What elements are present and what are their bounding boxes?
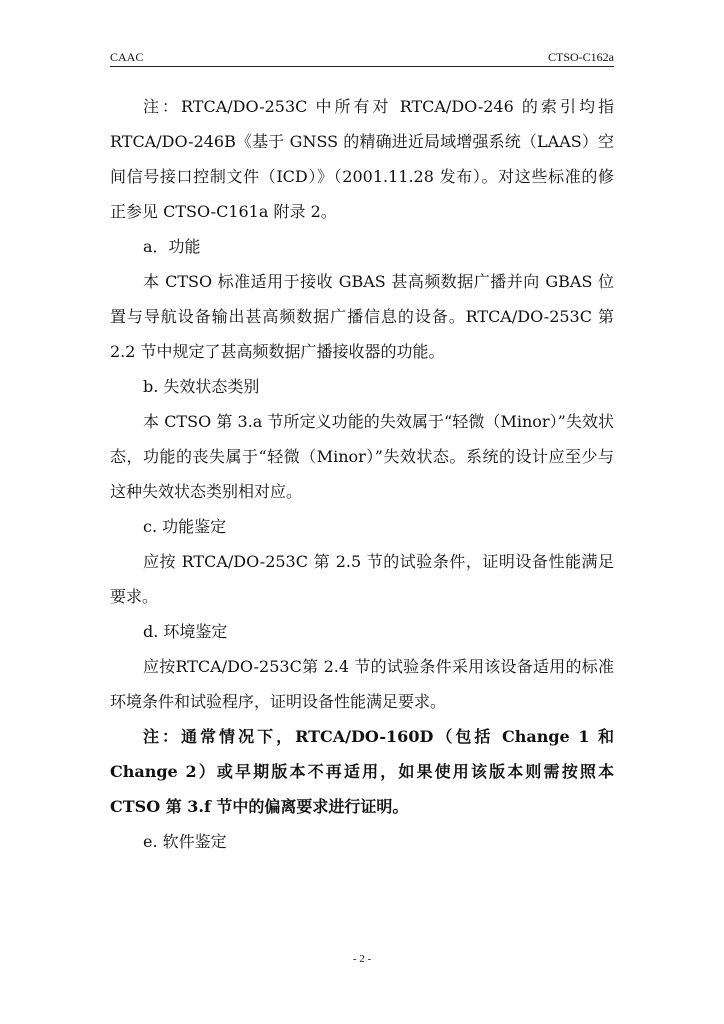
section-label-environment: d. 环境鉴定 xyxy=(143,622,228,641)
environment-paragraph: 应按RTCA/DO-253C第 2.4 节的试验条件采用该设备适用的标准环境条件和试验程序，证明设备性能满足要求。 xyxy=(110,657,614,711)
header-left: CAAC xyxy=(110,50,144,64)
function-paragraph: 本 CTSO 标准适用于接收 GBAS 甚高频数据广播并向 GBAS 位置与导航设备输出甚高频数据广播信息的设备。RTCA/DO-253C 第 2.2 节中规定了甚高频数据广播接收器的功能。 xyxy=(110,272,614,361)
failure-paragraph: 本 CTSO 第 3.a 节所定义功能的失效属于“轻微（Minor）”失效状态，功能的丧失属于“轻微（Minor）”失效状态。系统的设计应至少与这种失效状态类别相对应。 xyxy=(110,412,614,501)
section-label-failure: b. 失效状态类别 xyxy=(143,377,260,396)
header-rule xyxy=(110,66,614,67)
bold-note-paragraph: 注：通常情况下，RTCA/DO-160D（包括 Change 1 和 Change 2）或早期版本不再适用，如果使用该版本则需按照本 CTSO 第 3.f 节中的偏离要求进行证明。 xyxy=(110,727,614,816)
section-label-qualification: c. 功能鉴定 xyxy=(143,517,227,536)
section-label-function: a．功能 xyxy=(143,237,201,256)
body-text xyxy=(110,89,614,859)
qualification-paragraph: 应按 RTCA/DO-253C 第 2.5 节的试验条件，证明设备性能满足要求。 xyxy=(110,552,614,606)
header-right: CTSO-C162a xyxy=(548,50,614,64)
section-label-software: e. 软件鉴定 xyxy=(143,832,227,851)
page-number: - 2 - xyxy=(352,953,372,965)
note-paragraph: 注：RTCA/DO-253C 中所有对 RTCA/DO-246 的索引均指 RTCA/DO-246B《基于 GNSS 的精确进近局域增强系统（LAAS）空间信号接口控制文件（ICD）》（2001.11.28 发布）。对这些标准的修正参见 CTSO-C161a 附录 2。 xyxy=(110,97,614,221)
